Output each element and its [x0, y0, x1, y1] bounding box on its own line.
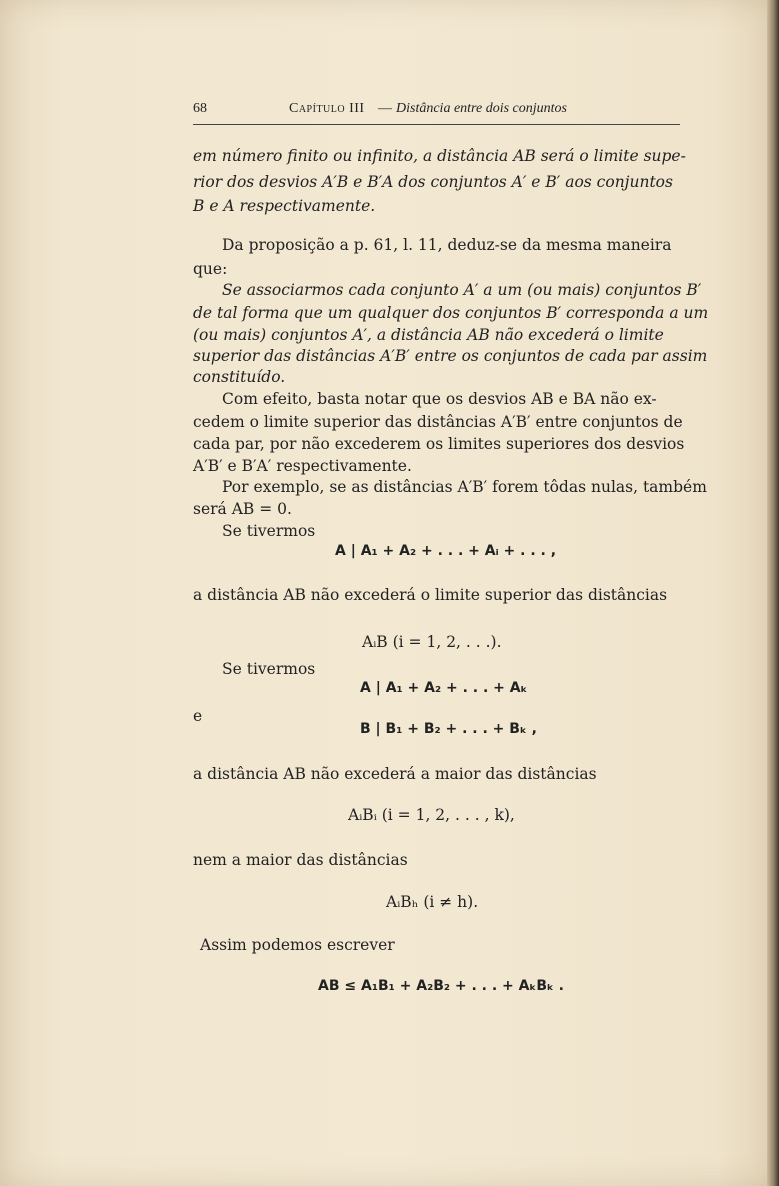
formula-distances: AᵢB (i = 1, 2, . . .). [362, 633, 502, 651]
text-line: Se tivermos [222, 660, 316, 678]
text-line: rior dos desvios A′B e B′A dos conjuntos A′ e B′ aos conjuntos [193, 173, 673, 191]
running-title: Distância entre dois conjuntos [396, 101, 567, 116]
text-line: Por exemplo, se as distâncias A′B′ forem tôdas nulas, também [222, 478, 707, 496]
formula-partition-a: A | A₁ + A₂ + . . . + Aᵢ + . . . , [335, 543, 557, 559]
formula-pair-distances: AᵢBᵢ (i = 1, 2, . . . , k), [348, 806, 515, 824]
formula-inequality: AB ≤ A₁B₁ + A₂B₂ + . . . + AₖBₖ . [318, 978, 565, 994]
book-page: 68 Capítulo III — Distância entre dois conjuntos em número finito ou infinito, a distância AB será o limite supe- rior dos desvios A′B e B′A dos conjuntos A′ e B′ aos conjuntos B e A respectivamente. Da proposição a p. 61, l. 11, deduz-se da mesma maneira que: Se associarmos cada conjunto A′ a um (ou mais) conjuntos B′ de tal forma que um qualquer dos conjuntos B′ corresponda a um (ou mais) conjuntos A′, a distância AB não excederá o limite superior das distâncias A′B′ entre os conjuntos de cada par assim constituído. Com efeito, basta notar que os desvios AB e BA não ex- cedem o limite superior das distâncias A′B′ entre conjuntos de cada par, por não excederem os limites superiores dos desvios A′B′ e B′A′ respectivamente. Por exemplo, se as distâncias A′B′ forem tôdas nulas, também será AB = 0. Se tivermos A | A₁ + A₂ + . . . + Aᵢ + . . . , a distância AB não excederá o limite superior das distâncias AᵢB (i = 1, 2, . . .). Se tivermos A | A₁ + A₂ + . . . + Aₖ e B | B₁ + B₂ + . . . + Bₖ , a distância AB não excederá a maior das distâncias AᵢBᵢ (i = 1, 2, . . . , k), nem a maior das distâncias AᵢBₕ (i ≠ h). Assim podemos escrever AB ≤ A₁B₁ + A₂B₂ + . . . + AₖBₖ . [0, 0, 779, 1186]
page-number: 68 [193, 101, 207, 116]
text-line: Da proposição a p. 61, l. 11, deduz-se da mesma maneira [222, 236, 672, 254]
formula-cross-distances: AᵢBₕ (i ≠ h). [386, 893, 479, 911]
text-line: Com efeito, basta notar que os desvios AB e BA não ex- [222, 390, 657, 408]
formula-partition-b-finite: B | B₁ + B₂ + . . . + Bₖ , [360, 721, 537, 737]
text-line: cedem o limite superior das distâncias A′B′ entre conjuntos de [193, 413, 683, 431]
text-line: a distância AB não excederá o limite superior das distâncias [193, 586, 668, 604]
text-line: Assim podemos escrever [200, 936, 395, 954]
proposition-line: Se associarmos cada conjunto A′ a um (ou mais) conjuntos B′ [222, 281, 702, 299]
text-line: em número finito ou infinito, a distância AB será o limite supe- [193, 147, 686, 165]
header-rule [193, 124, 680, 125]
text-line: Se tivermos [222, 522, 316, 540]
text-line: que: [193, 260, 228, 278]
chapter-label: Capítulo III [289, 101, 365, 116]
text-line: a distância AB não excederá a maior das distâncias [193, 765, 597, 783]
proposition-line: de tal forma que um qualquer dos conjuntos B′ corresponda a um [193, 304, 709, 322]
book-spine [767, 0, 779, 1186]
proposition-line: constituído. [193, 368, 286, 386]
text-line: será AB = 0. [193, 500, 292, 518]
text-line: nem a maior das distâncias [193, 851, 408, 869]
formula-partition-a-finite: A | A₁ + A₂ + . . . + Aₖ [360, 680, 528, 696]
text-line: cada par, por não excederem os limites superiores dos desvios [193, 435, 685, 453]
proposition-line: superior das distâncias A′B′ entre os conjuntos de cada par assim [193, 347, 708, 365]
text-line: e [193, 707, 203, 725]
proposition-line: (ou mais) conjuntos A′, a distância AB não excederá o limite [193, 326, 664, 344]
text-line: B e A respectivamente. [193, 197, 376, 215]
text-line: A′B′ e B′A′ respectivamente. [193, 457, 412, 475]
